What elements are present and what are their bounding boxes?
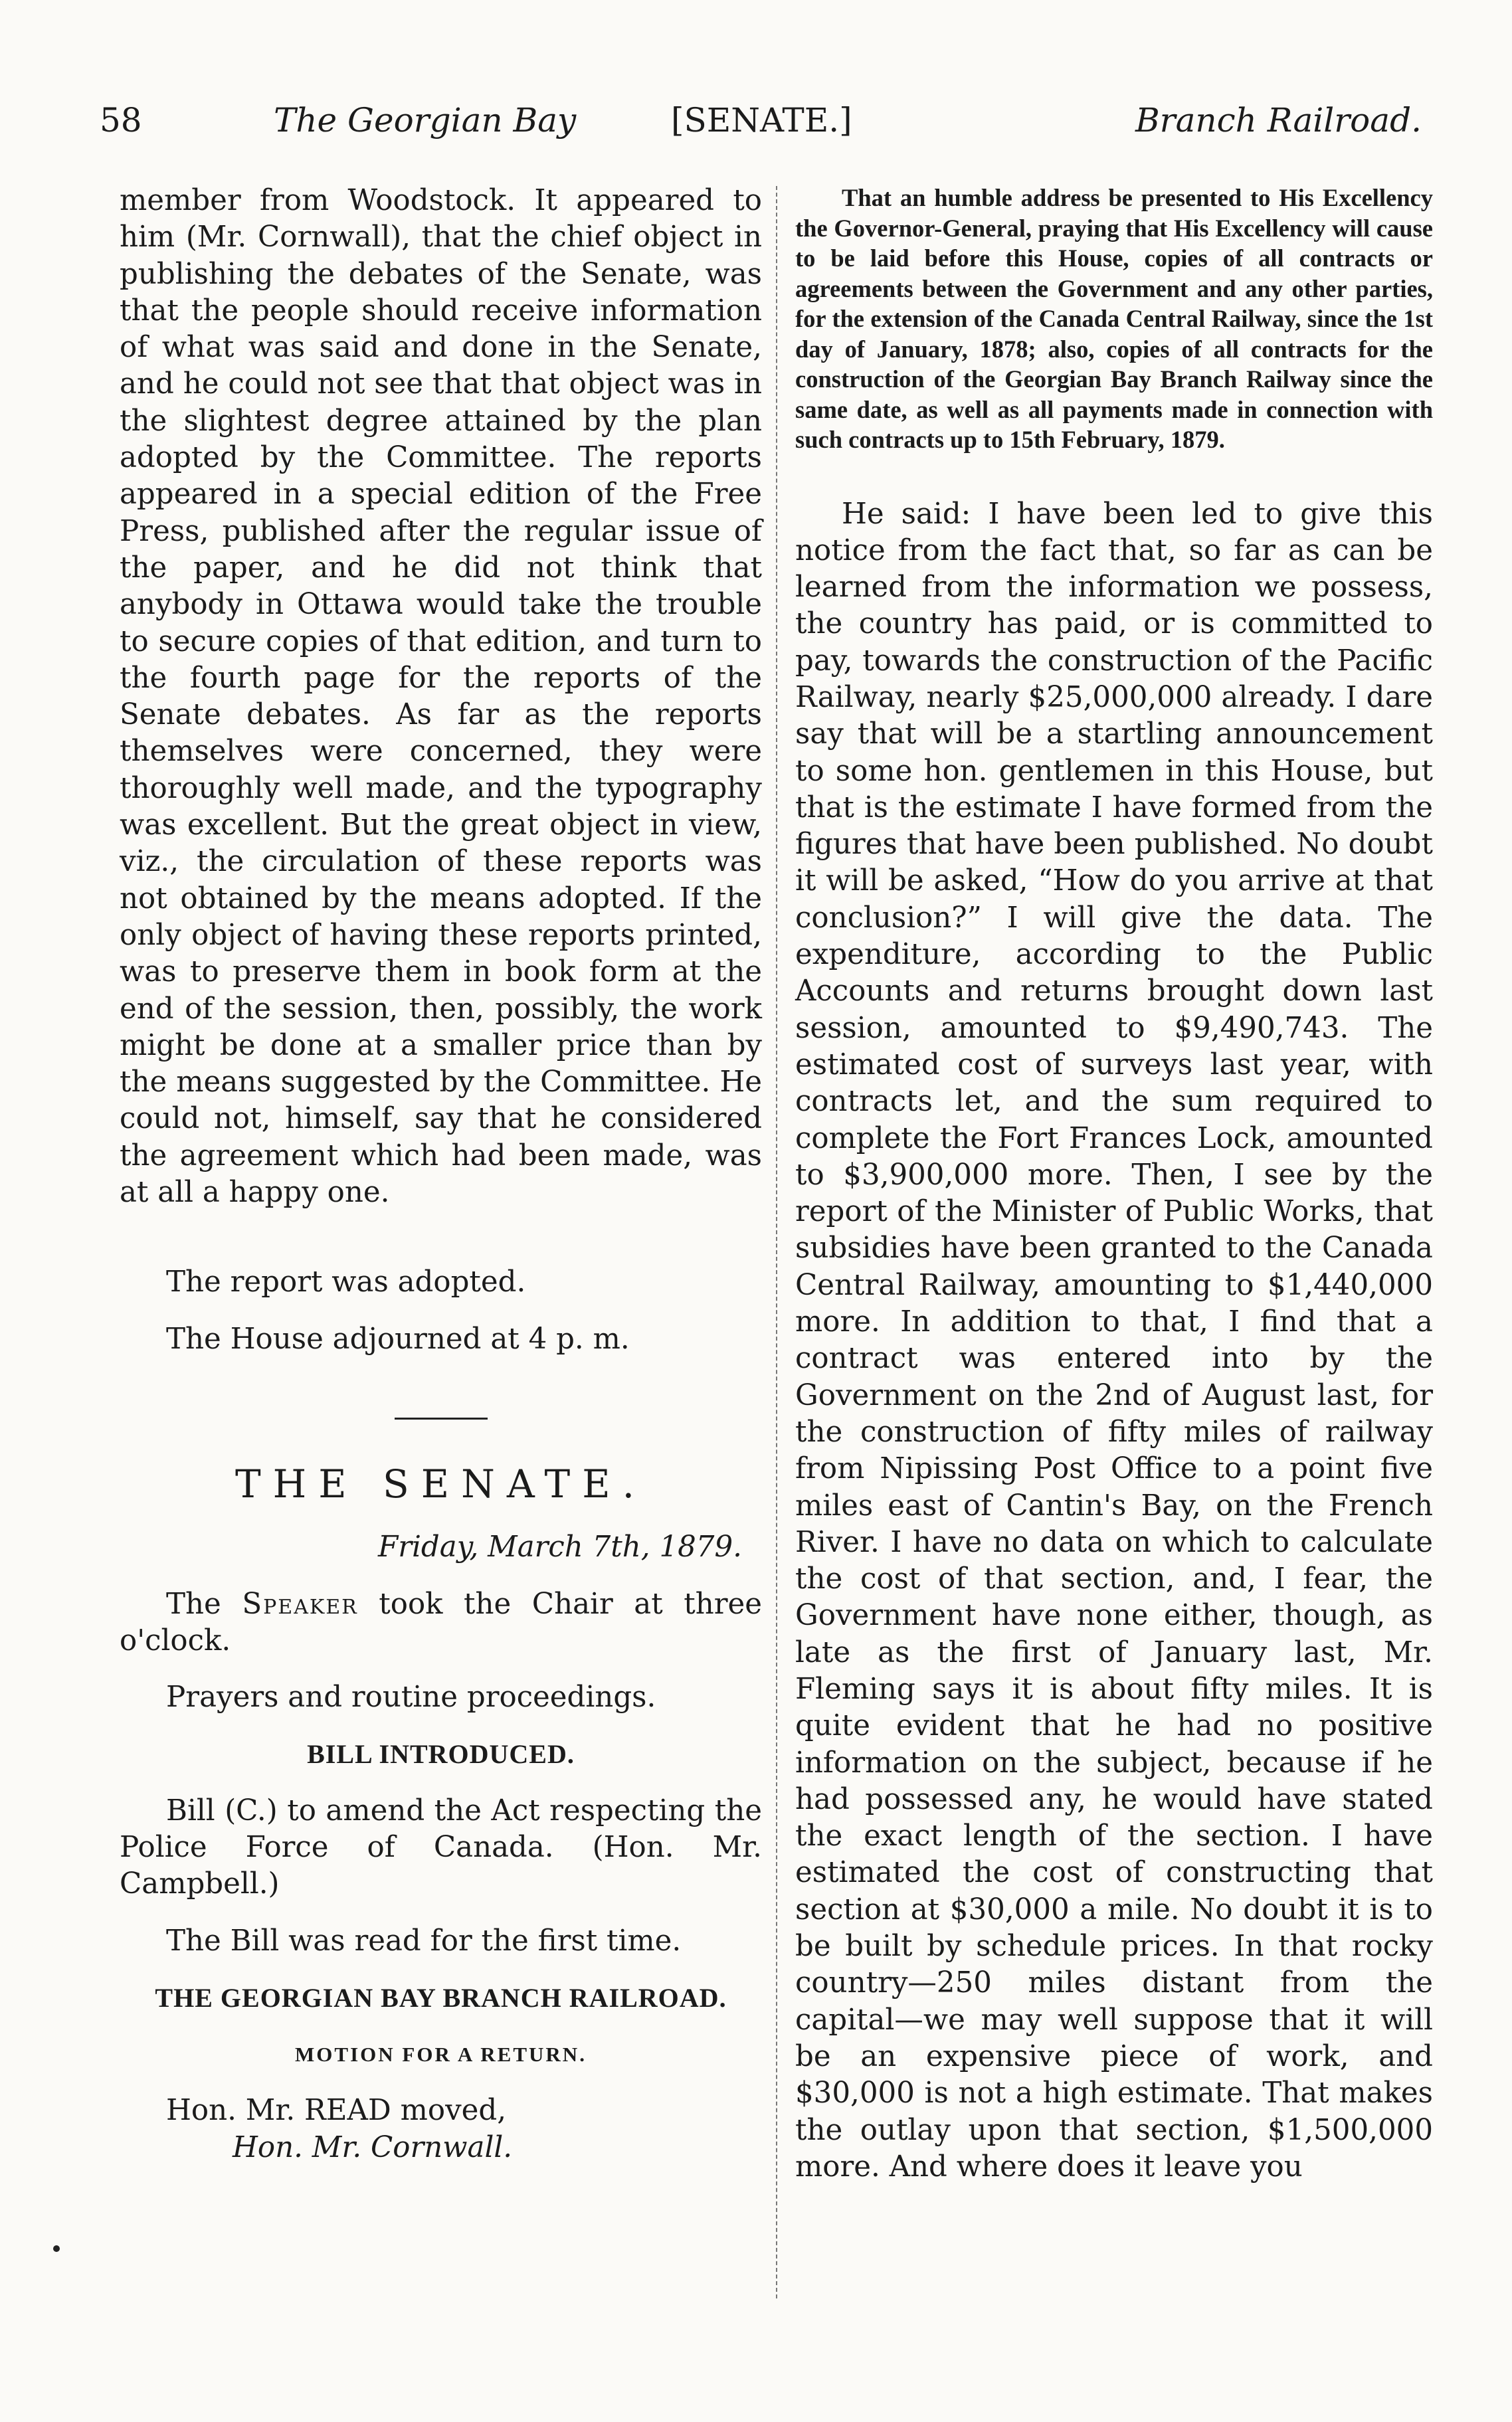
- running-head-left: The Georgian Bay: [274, 101, 577, 140]
- left-column: [120, 183, 762, 2166]
- page-header: [100, 101, 1422, 147]
- bill-read: The Bill was read for the first time.: [166, 1924, 682, 1958]
- house-adjourned: The House adjourned at 4 p. m.: [166, 1322, 630, 1356]
- running-head-center: [SENATE.]: [671, 101, 852, 140]
- column-divider: [776, 186, 777, 2298]
- section-rule: [395, 1418, 488, 1420]
- speaker-suffix: took the Chair at three o'clock.: [120, 1587, 762, 1657]
- speaker-paragraph: [120, 1586, 762, 1660]
- continued-paragraph: member from Woodstock. It appeared to him (Mr. Cornwall), that the chief object in publishing the debates of the Senate, was that the people should receive information of what was said and done in the Senate, and he could not see that that object was in the slightest degree attained by the plan adopted by the Committee. The reports appeared in a special edition of the Free Press, published after the regular issue of the paper, and he did not think that anybody in Ottawa would take the trouble to secure copies of that edition, and turn to the fourth page for the reports of the Senate debates. As far as the reports themselves were concerned, they were thoroughly well made, and the typography was excellent. But the great object in view, viz., the circulation of these reports was not obtained by the means adopted. If the only object of having these reports printed, was to preserve them in book form at the end of the session, then, possibly, the work might be done at a smaller price than by the means suggested by the Committee. He could not, himself, say that he considered the agreement which had been made, was at all a happy one.: [120, 184, 762, 1210]
- bill-text: Bill (C.) to amend the Act respecting the Police Force of Canada. (Hon. Mr. Campbell.): [120, 1794, 762, 1901]
- seconder: Hon. Mr. Cornwall.: [233, 2130, 513, 2164]
- dateline: Friday, March 7th, 1879.: [378, 1531, 742, 1564]
- margin-dot: [53, 2245, 60, 2252]
- right-column: [795, 183, 1433, 2186]
- page-number: 58: [100, 101, 142, 140]
- speaker-name: Speaker: [242, 1587, 358, 1621]
- moved-by: Hon. Mr. READ moved,: [166, 2094, 507, 2128]
- prayers: Prayers and routine proceedings.: [166, 1681, 656, 1715]
- speech: He said: I have been led to give this notice from the fact that, so far as can be learned from the information we possess, the country has paid, or is committed to pay, towards the construction of the Pacific Railway, nearly $25,000,000 already. I dare say that will be a startling announcement to some hon. gentlemen in this House, but that is the estimate I have formed from the figures that have been published. No doubt it will be asked, “How do you arrive at that conclusion?” I will give the data. The expenditure, according to the Public Accounts and returns brought down last session, amounted to $9,490,743. The estimated cost of surveys last year, with contracts let, and the sum required to complete the Fort Frances Lock, amounted to $3,900,000 more. Then, I see by the report of the Minister of Public Works, that subsidies have been granted to the Canada Central Railway, amounting to $1,440,000 more. In addition to that, I find that a contract was entered into by the Government on the 2nd of August last, for the construction of fifty miles of railway from Nipissing Post Office to a point five miles east of Cantin's Bay, on the French River. I have no data on which to calculate the cost of that section, and, I fear, the Government have none either, though, as late as the first of January last, Mr. Fleming says it is about fifty miles. It is quite evident that he had no positive information on the subject, because if he had possessed any, he would have stated the exact length of the section. I have estimated the cost of constructing that section at $30,000 a mile. No doubt it is to be built by schedule prices. In that rocky country—250 miles distant from the capital—we may well suppose that it will be an expensive piece of work, and $30,000 is not a high estimate. That makes the outlay upon that section, $1,500,000 more. And where does it leave you: [795, 497, 1433, 2184]
- speaker-prefix: The: [166, 1587, 242, 1621]
- running-head-right: Branch Railroad.: [1135, 101, 1422, 140]
- motion-text: That an humble address be presented to His Excellency the Governor-General, praying that His Excellency will cause to be laid before this House, copies of all contracts or agreements between the Government and any other parties, for the extension of the Canada Central Railway, since the 1st day of January, 1878; also, copies of all contracts for the construction of the Georgian Bay Branch Railway since the same date, as well as all payments made in connection with such contracts up to 15th February, 1879.: [795, 184, 1433, 453]
- bill-heading: BILL INTRODUCED.: [307, 1739, 575, 1770]
- motion-heading: MOTION FOR A RETURN.: [295, 2043, 587, 2067]
- report-adopted: The report was adopted.: [166, 1265, 526, 1299]
- senate-title: THE SENATE.: [235, 1461, 647, 1507]
- georgian-heading: THE GEORGIAN BAY BRANCH RAILROAD.: [155, 1982, 727, 2013]
